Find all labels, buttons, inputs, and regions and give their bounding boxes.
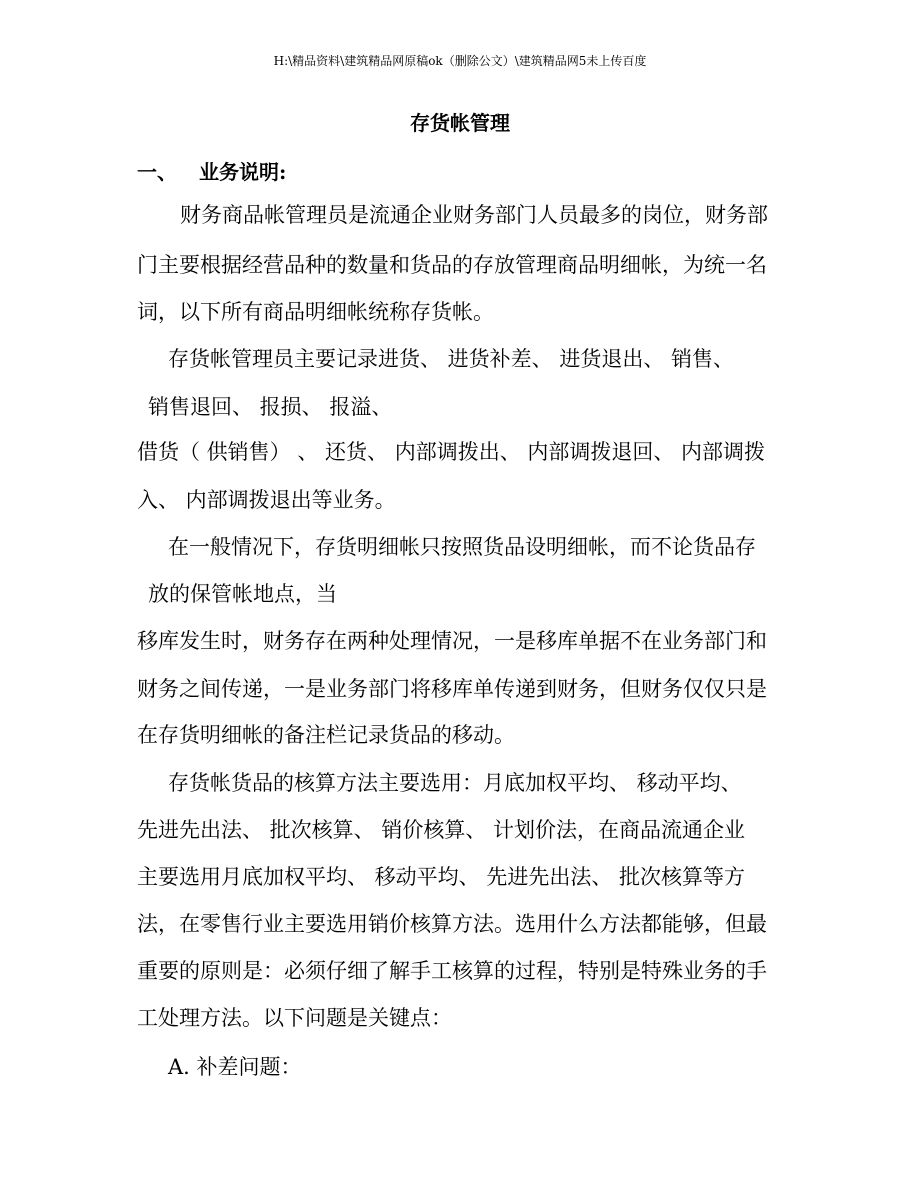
file-path-header: H:\精品资料\建筑精品网原稿ok（删除公文）\建筑精品网5未上传百度 [273,54,647,68]
subsection-heading: A. 补差问题： [168,1055,302,1079]
paragraph-line: 存货帐管理员主要记录进货、 进货补差、 进货退出、 销售、 [168,347,735,371]
paragraph-line: 先进先出法、 批次核算、 销价核算、 计划价法，在商品流通企业 [137,818,746,842]
paragraph-line: 移库发生时，财务存在两种处理情况，一是移库单据不在业务部门和 [137,629,767,653]
section-heading [137,158,286,186]
paragraph-line: 门主要根据经营品种的数量和货品的存放管理商品明细帐，为统一名 [137,253,767,277]
paragraph-line: 入、 内部调拨退出等业务。 [137,488,396,512]
paragraph-line: 存货帐货品的核算方法主要选用：月底加权平均、 移动平均、 [168,771,742,795]
paragraph-line: 重要的原则是：必须仔细了解手工核算的过程，特别是特殊业务的手 [137,959,767,983]
paragraph-line: 词，以下所有商品明细帐统称存货帐。 [137,300,494,324]
paragraph-line: 在一般情况下，存货明细帐只按照货品设明细帐，而不论货品存 [168,535,756,559]
section-number: 一、 [137,160,177,184]
paragraph-line: 财务之间传递，一是业务部门将移库单传递到财务，但财务仅仅只是 [137,677,767,701]
paragraph-line: 法，在零售行业主要选用销价核算方法。选用什么方法都能够，但最 [137,912,767,936]
document-title: 存货帐管理 [410,111,510,135]
paragraph-line: 放的保管帐地点，当 [148,582,337,606]
section-heading-text: 业务说明: [199,160,287,184]
paragraph-line: 在存货明细帐的备注栏记录货品的移动。 [137,723,515,747]
paragraph-line: 工处理方法。以下问题是关键点： [137,1006,452,1030]
paragraph-line: 财务商品帐管理员是流通企业财务部门人员最多的岗位，财务部 [180,203,768,227]
paragraph-line: 借货（ 供销售） 、 还货、 内部调拨出、 内部调拨退回、 内部调拨 [137,440,766,464]
paragraph-line: 销售退回、 报损、 报溢、 [148,395,393,419]
paragraph-line: 主要选用月底加权平均、 移动平均、 先进先出法、 批次核算等方 [137,865,746,889]
